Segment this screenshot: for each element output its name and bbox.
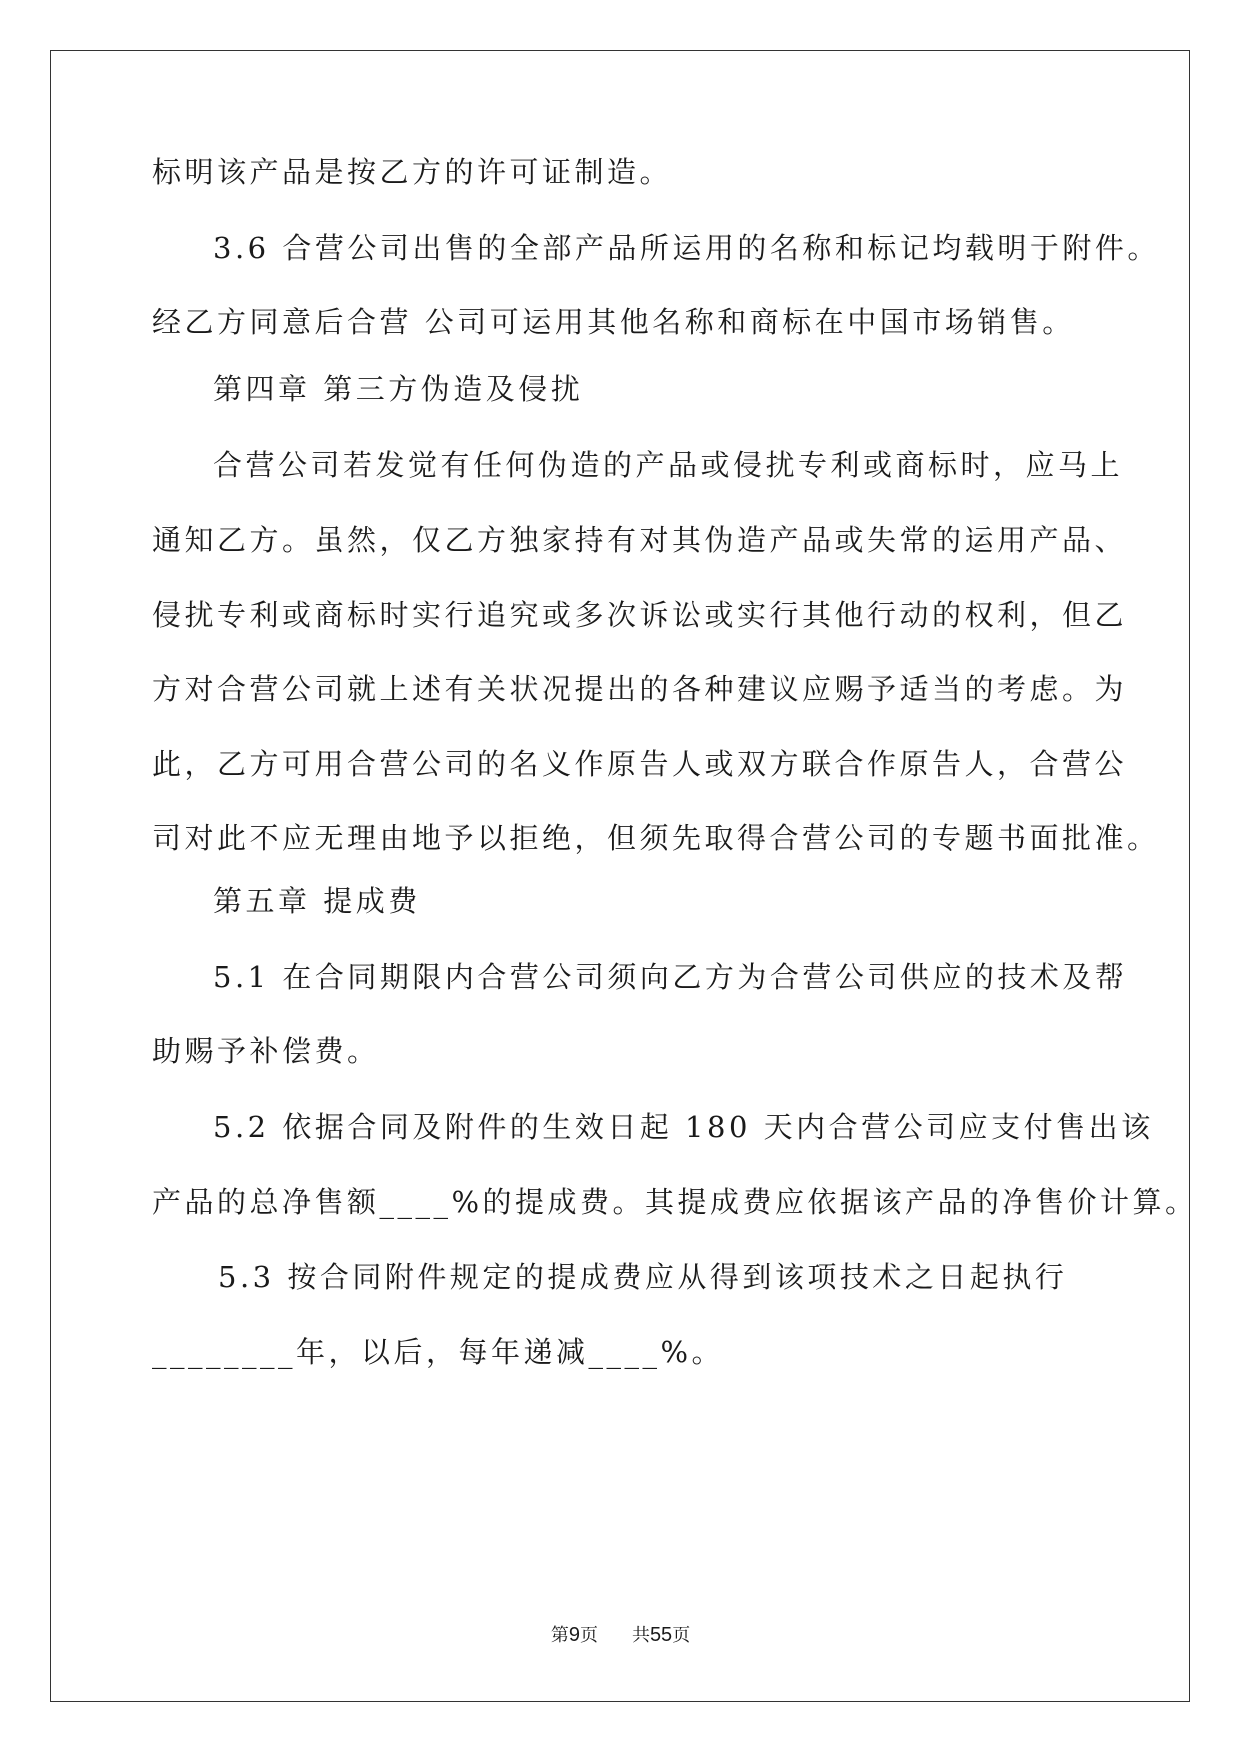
paragraph-line: 5.3 按合同附件规定的提成费应从得到该项技术之日起执行: [218, 1260, 1068, 1294]
chapter-heading: 第五章 提成费: [213, 884, 421, 918]
paragraph-line: 司对此不应无理由地予以拒绝，但须先取得合营公司的专题书面批准。: [152, 821, 1160, 855]
paragraph-line: 通知乙方。虽然，仅乙方独家持有对其伪造产品或失常的运用产品、: [152, 523, 1128, 557]
footer-page-suffix: 页: [579, 1625, 598, 1646]
chapter-heading: 第四章 第三方伪造及侵扰: [213, 372, 584, 406]
paragraph-line: 产品的总净售额____%的提成费。其提成费应依据该产品的净售价计算。: [152, 1185, 1198, 1219]
paragraph-line: 5.1 在合同期限内合营公司须向乙方为合营公司供应的技术及帮: [213, 960, 1128, 994]
paragraph-line: 经乙方同意后合营 公司可运用其他名称和商标在中国市场销售。: [152, 305, 1075, 339]
paragraph-line: 3.6 合营公司出售的全部产品所运用的名称和标记均载明于附件。: [213, 231, 1160, 265]
paragraph-line: 助赐予补偿费。: [152, 1034, 380, 1068]
footer-total-prefix: 共: [631, 1625, 650, 1646]
paragraph-line: 侵扰专利或商标时实行追究或多次诉讼或实行其他行动的权利，但乙: [152, 598, 1128, 632]
page-footer: [0, 1624, 1241, 1647]
total-pages: 55: [649, 1624, 673, 1646]
page-border: [50, 50, 1190, 1702]
page-number: 9: [568, 1624, 580, 1646]
footer-page-prefix: 第: [550, 1625, 569, 1646]
paragraph-line: ________年，以后，每年递减____%。: [152, 1335, 725, 1369]
paragraph-line: 方对合营公司就上述有关状况提出的各种建议应赐予适当的考虑。为: [152, 672, 1128, 706]
paragraph-line: 此，乙方可用合营公司的名义作原告人或双方联合作原告人，合营公: [152, 747, 1128, 781]
paragraph-line: 合营公司若发觉有任何伪造的产品或侵扰专利或商标时，应马上: [213, 448, 1124, 482]
paragraph-line: 标明该产品是按乙方的许可证制造。: [152, 155, 673, 189]
paragraph-line: 5.2 依据合同及附件的生效日起 180 天内合营公司应支付售出该: [213, 1110, 1154, 1144]
footer-total-suffix: 页: [672, 1625, 691, 1646]
